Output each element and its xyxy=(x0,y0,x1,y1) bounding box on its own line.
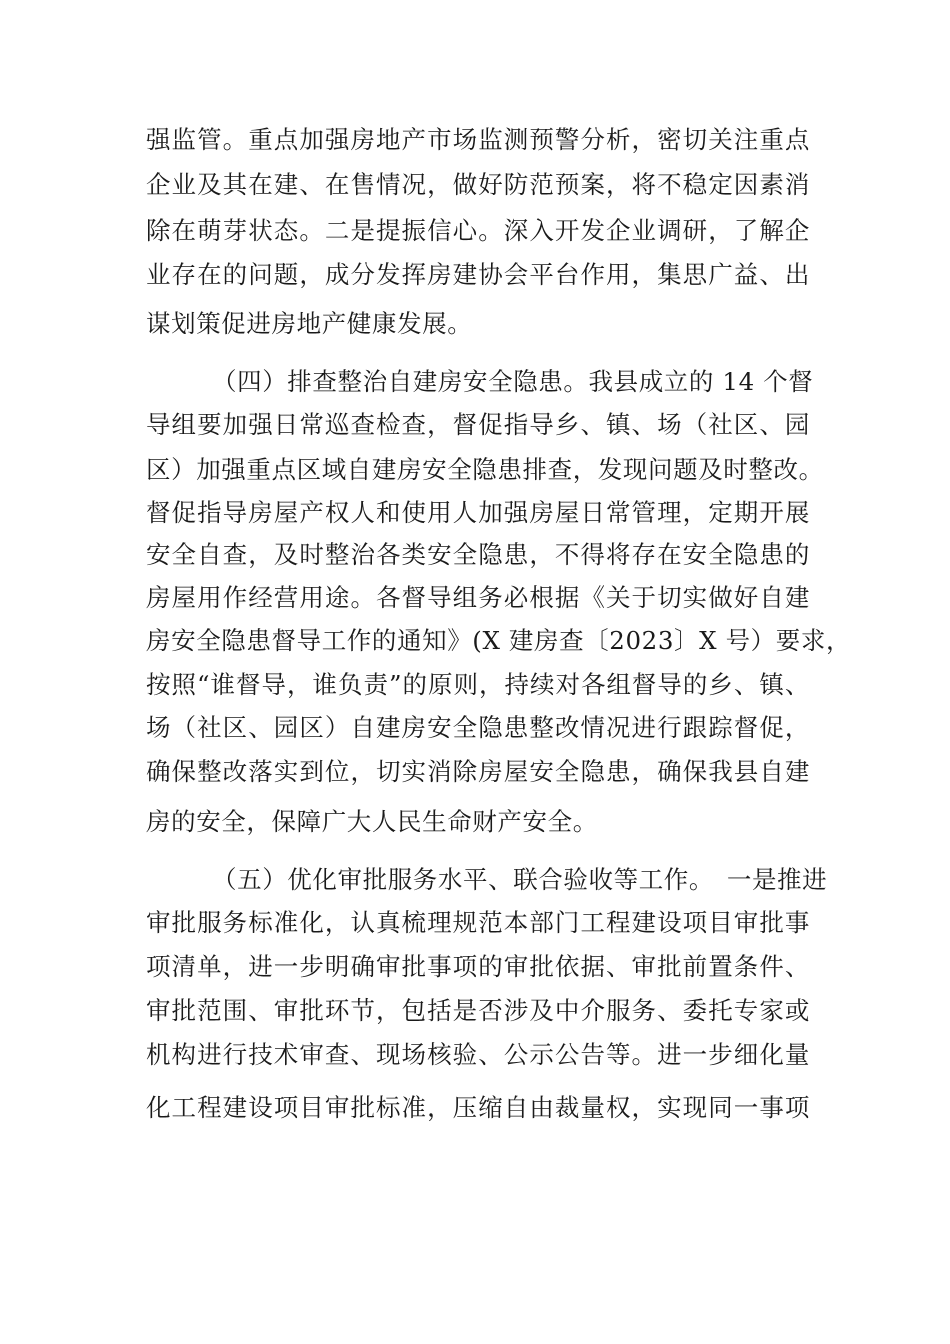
paragraph-line: 按照“谁督导，谁负责”的原则，持续对各组督导的乡、镇、 xyxy=(146,670,810,699)
paragraph-line: 谋划策促进房地产健康发展。 xyxy=(146,309,473,338)
paragraph-line: 安全自查，及时整治各类安全隐患，不得将存在安全隐患的 xyxy=(146,540,810,569)
paragraph-line: 除在萌芽状态。二是提振信心。深入开发企业调研，了解企 xyxy=(146,216,810,245)
paragraph-line: 确保整改落实到位，切实消除房屋安全隐患，确保我县自建 xyxy=(146,757,810,786)
paragraph-line: 强监管。重点加强房地产市场监测预警分析，密切关注重点 xyxy=(146,125,810,154)
paragraph-line: 区）加强重点区域自建房安全隐患排查，发现问题及时整改。 xyxy=(146,455,824,484)
paragraph-line: 项清单，进一步明确审批事项的审批依据、审批前置条件、 xyxy=(146,952,810,981)
paragraph-line: 企业及其在建、在售情况，做好防范预案，将不稳定因素消 xyxy=(146,170,810,199)
paragraph-line: 房的安全，保障广大人民生命财产安全。 xyxy=(146,807,598,836)
paragraph-line: 审批范围、审批环节，包括是否涉及中介服务、委托专家或 xyxy=(146,996,810,1025)
section-heading-line: （四）排查整治自建房安全隐患。我县成立的 14 个督 xyxy=(212,367,814,396)
paragraph-line: 房屋用作经营用途。各督导组务必根据《关于切实做好自建 xyxy=(146,583,810,612)
section-heading-line: （五）优化审批服务水平、联合验收等工作。 一是推进 xyxy=(212,865,828,894)
paragraph-line: 审批服务标准化，认真梳理规范本部门工程建设项目审批事 xyxy=(146,908,810,937)
paragraph-line: 机构进行技术审查、现场核验、公示公告等。进一步细化量 xyxy=(146,1040,810,1069)
paragraph-line: 业存在的问题，成分发挥房建协会平台作用，集思广益、出 xyxy=(146,260,810,289)
paragraph-line: 督促指导房屋产权人和使用人加强房屋日常管理，定期开展 xyxy=(146,498,810,527)
paragraph-line: 化工程建设项目审批标准，压缩自由裁量权，实现同一事项 xyxy=(146,1093,810,1122)
paragraph-line: 导组要加强日常巡查检查，督促指导乡、镇、场（社区、园 xyxy=(146,410,810,439)
paragraph-line: 房安全隐患督导工作的通知》(X 建房查〔2023〕X 号）要求， xyxy=(146,626,852,655)
paragraph-line: 场（社区、园区）自建房安全隐患整改情况进行跟踪督促， xyxy=(146,713,810,742)
